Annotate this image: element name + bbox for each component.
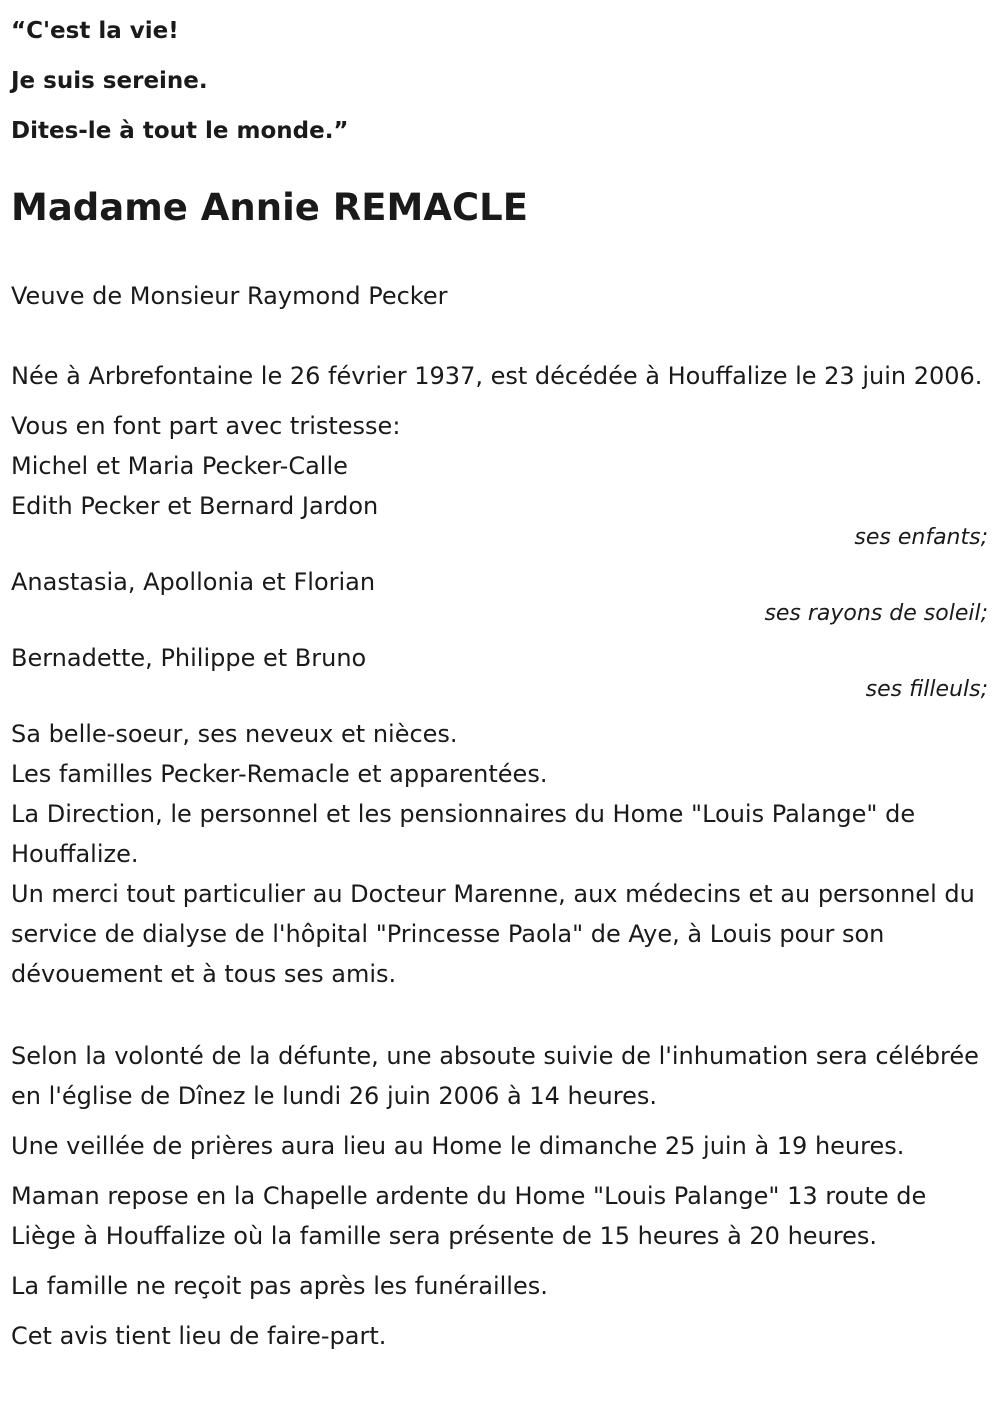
ceremony-line: Selon la volonté de la défunte, une absoute suivie de l'inhumation sera célébrée en l'église de Dînez le lundi 26 juin 2006 à 14 heures. — [11, 1042, 979, 1110]
grandchildren-line: Anastasia, Apollonia et Florian — [11, 568, 376, 596]
family-line: Les familles Pecker-Remacle et apparentées. — [11, 760, 548, 788]
widow-line: Veuve de Monsieur Raymond Pecker — [11, 282, 448, 310]
family-line: Sa belle-soeur, ses neveux et nièces. — [11, 720, 458, 748]
no-reception-line: La famille ne reçoit pas après les funérailles. — [11, 1272, 548, 1300]
rest-place-line: Maman repose en la Chapelle ardente du Home "Louis Palange" 13 route de Liège à Houffalize où la famille sera présente de 15 heures à 20 heures. — [11, 1182, 927, 1250]
deceased-name: Madame Annie REMACLE — [11, 186, 528, 229]
quote-line: Je suis sereine. — [11, 68, 208, 94]
grandchildren-role: ses rayons de soleil; — [764, 601, 988, 626]
notice-line: Cet avis tient lieu de faire-part. — [11, 1322, 387, 1350]
child-line: Michel et Maria Pecker-Calle — [11, 452, 348, 480]
children-role: ses enfants; — [854, 525, 988, 550]
child-line: Edith Pecker et Bernard Jardon — [11, 492, 379, 520]
thanks-line: Un merci tout particulier au Docteur Marenne, aux médecins et au personnel du service de dialyse de l'hôpital "Princesse Paola" de Aye, à Louis pour son dévouement et à tous ses amis. — [11, 880, 975, 988]
announce-intro: Vous en font part avec tristesse: — [11, 412, 401, 440]
spacer — [11, 994, 988, 1036]
godchildren-role: ses filleuls; — [865, 677, 988, 702]
birth-death-line: Née à Arbrefontaine le 26 février 1937, est décédée à Houffalize le 23 juin 2006. — [11, 362, 983, 390]
quote-line: Dites-le à tout le monde.” — [11, 118, 349, 144]
vigil-line: Une veillée de prières aura lieu au Home le dimanche 25 juin à 19 heures. — [11, 1132, 905, 1160]
family-line: La Direction, le personnel et les pensionnaires du Home "Louis Palange" de Houffalize. — [11, 800, 916, 868]
quote-line: “C'est la vie! — [11, 18, 179, 44]
godchildren-line: Bernadette, Philippe et Bruno — [11, 644, 367, 672]
